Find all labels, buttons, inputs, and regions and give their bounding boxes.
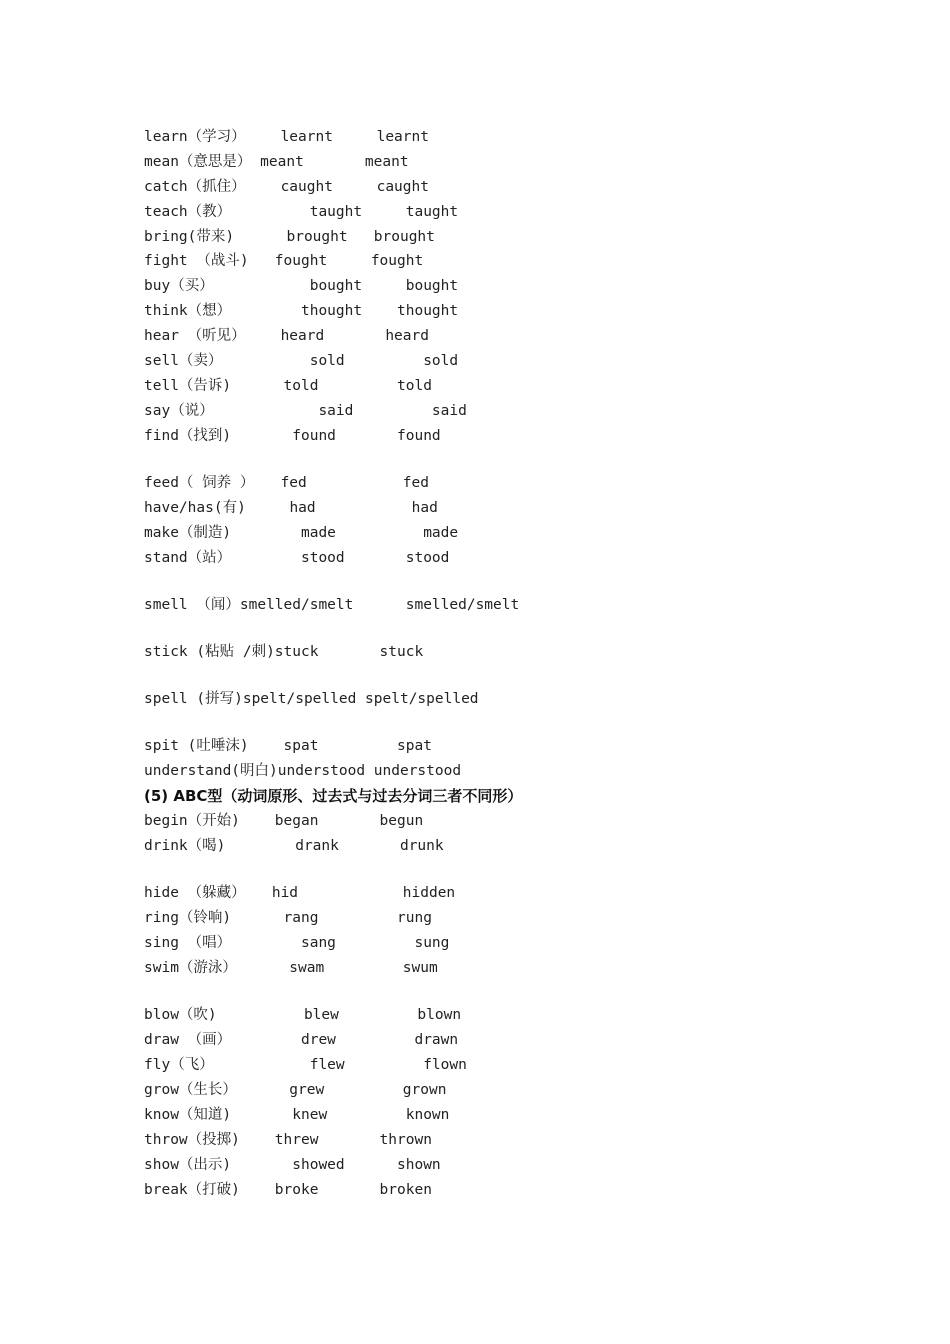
verb-row: stand（站） stood stood bbox=[144, 550, 450, 566]
verb-row: blow（吹) blew blown bbox=[144, 1007, 462, 1023]
verb-row: bring(带来) brought brought bbox=[144, 229, 435, 245]
verb-row: spit (吐唾沫) spat spat bbox=[144, 738, 432, 754]
verb-row: tell（告诉) told told bbox=[144, 378, 432, 394]
verb-row: stick (粘贴 /刺)stuck stuck bbox=[144, 644, 424, 660]
verb-row: throw（投掷) threw thrown bbox=[144, 1132, 432, 1148]
verb-row: feed（ 饲养 ） fed fed bbox=[144, 475, 429, 491]
verb-row: hide （躲藏） hid hidden bbox=[144, 885, 456, 901]
verb-row: say（说） said said bbox=[144, 403, 467, 419]
verb-row: grow（生长） grew grown bbox=[144, 1082, 447, 1098]
verb-row: draw （画） drew drawn bbox=[144, 1032, 459, 1048]
section-heading: (5) ABC型（动词原形、过去式与过去分词三者不同形） bbox=[144, 787, 523, 805]
verb-row: hear （听见） heard heard bbox=[144, 328, 429, 344]
verb-row: find（找到) found found bbox=[144, 428, 441, 444]
verb-row: fly（飞） flew flown bbox=[144, 1057, 467, 1073]
verb-row: know（知道) knew known bbox=[144, 1107, 450, 1123]
verb-row: spell (拼写)spelt/spelled spelt/spelled bbox=[144, 691, 479, 707]
verb-row: understand(明白)understood understood bbox=[144, 763, 462, 779]
verb-row: smell （闻）smelled/smelt smelled/smelt bbox=[144, 597, 520, 613]
verb-row: drink（喝) drank drunk bbox=[144, 838, 444, 854]
verb-row: make（制造) made made bbox=[144, 525, 459, 541]
verb-row: show（出示) showed shown bbox=[144, 1157, 441, 1173]
verb-row: mean（意思是） meant meant bbox=[144, 154, 409, 170]
verb-row: teach（教） taught taught bbox=[144, 204, 459, 220]
verb-row: think（想） thought thought bbox=[144, 303, 459, 319]
verb-row: learn（学习） learnt learnt bbox=[144, 129, 429, 145]
verb-row: begin（开始) began begun bbox=[144, 813, 424, 829]
verb-row: sell（卖） sold sold bbox=[144, 353, 459, 369]
verb-row: catch（抓住） caught caught bbox=[144, 179, 429, 195]
verb-row: ring（铃响) rang rung bbox=[144, 910, 432, 926]
verb-row: sing （唱） sang sung bbox=[144, 935, 450, 951]
verb-row: swim（游泳） swam swum bbox=[144, 960, 438, 976]
verb-row: break（打破) broke broken bbox=[144, 1182, 432, 1198]
verb-row: buy（买） bought bought bbox=[144, 278, 459, 294]
verb-row: have/has(有) had had bbox=[144, 500, 438, 516]
verb-row: fight （战斗) fought fought bbox=[144, 253, 424, 269]
